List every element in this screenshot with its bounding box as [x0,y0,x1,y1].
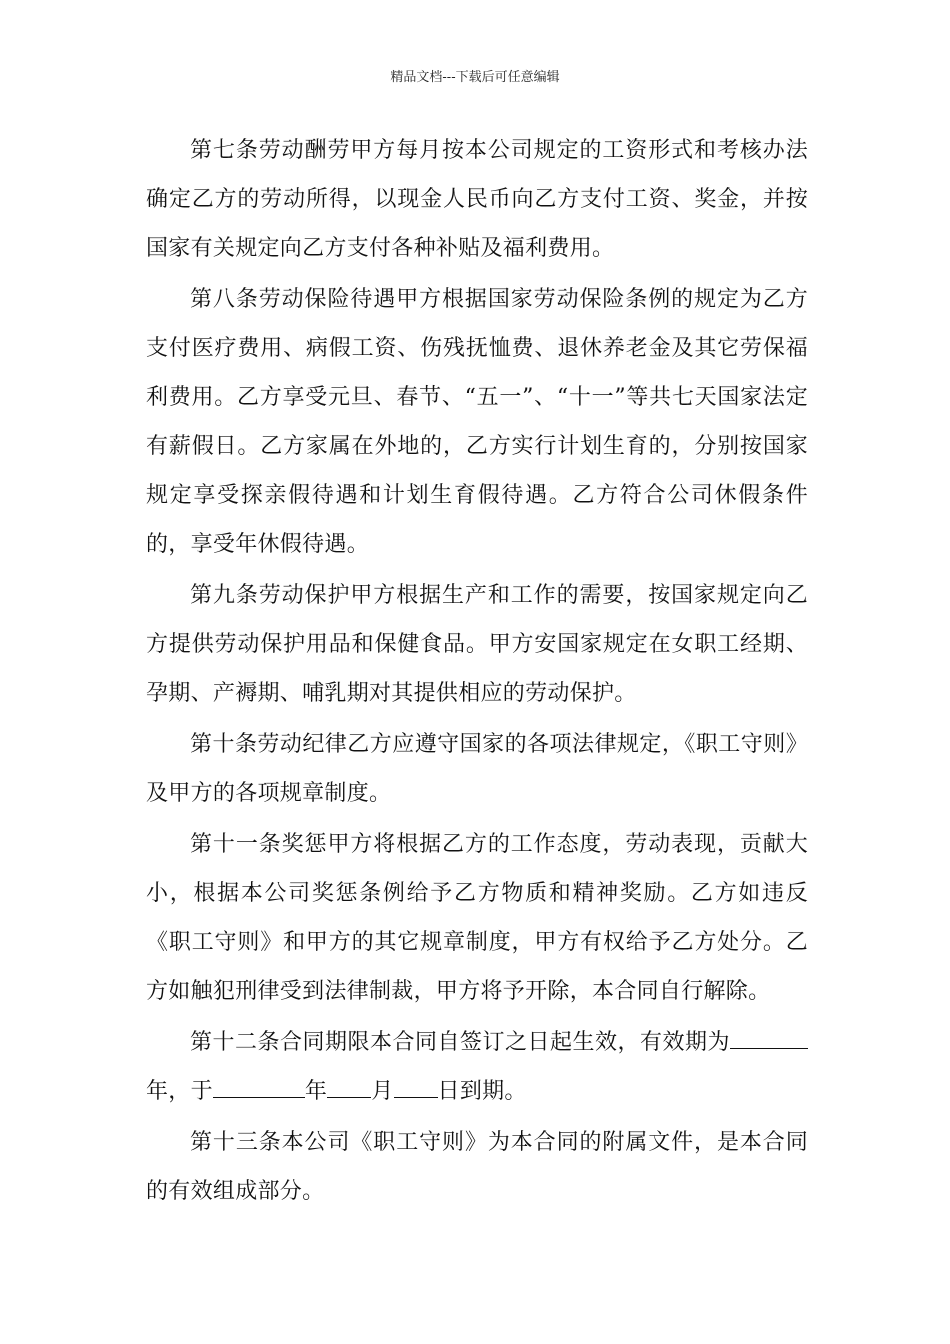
article-9: 第九条劳动保护甲方根据生产和工作的需要，按国家规定向乙方提供劳动保护用品和保健食品。甲方安国家规定在女职工经期、孕期、产褥期、哺乳期对其提供相应的劳动保护。 [146,583,808,706]
article-12-text-2: 年，于 [146,1079,213,1104]
blank-day [394,1079,438,1098]
article-12 [146,1018,808,1116]
article-10: 第十条劳动纪律乙方应遵守国家的各项法律规定，《职工守则》及甲方的各项规章制度。 [146,732,808,806]
article-12-text-5: 日到期。 [437,1079,527,1104]
article-7: 第七条劳动酬劳甲方每月按本公司规定的工资形式和考核办法确定乙方的劳动所得，以现金人民币向乙方支付工资、奖金，并按国家有关规定向乙方支付各种补贴及福利费用。 [146,138,808,261]
blank-duration [730,1030,808,1049]
blank-year [213,1079,305,1098]
blank-month [327,1079,371,1098]
page-header: 精品文档---下载后可任意编辑 [390,70,560,85]
article-8: 第八条劳动保险待遇甲方根据国家劳动保险条例的规定为乙方支付医疗费用、病假工资、伤残抚恤费、退休养老金及其它劳保福利费用。乙方享受元旦、春节、“五一”、“十一”等共七天国家法定有薪假日。乙方家属在外地的，乙方实行计划生育的，分别按国家规定享受探亲假待遇和计划生育假待遇。乙方符合公司休假条件的，享受年休假待遇。 [146,287,808,557]
document-body [146,126,808,1218]
article-12-text-4: 月 [371,1079,394,1104]
article-12-text-3: 年 [304,1079,328,1104]
article-13: 第十三条本公司《职工守则》为本合同的附属文件，是本合同的有效组成部分。 [146,1130,808,1204]
article-12-text-1: 第十二条合同期限本合同自签订之日起生效，有效期为 [190,1030,730,1055]
article-11: 第十一条奖惩甲方将根据乙方的工作态度，劳动表现，贡献大小，根据本公司奖惩条例给予乙方物质和精神奖励。乙方如违反《职工守则》和甲方的其它规章制度，甲方有权给予乙方处分。乙方如触犯刑律受到法律制裁，甲方将予开除，本合同自行解除。 [146,832,808,1004]
